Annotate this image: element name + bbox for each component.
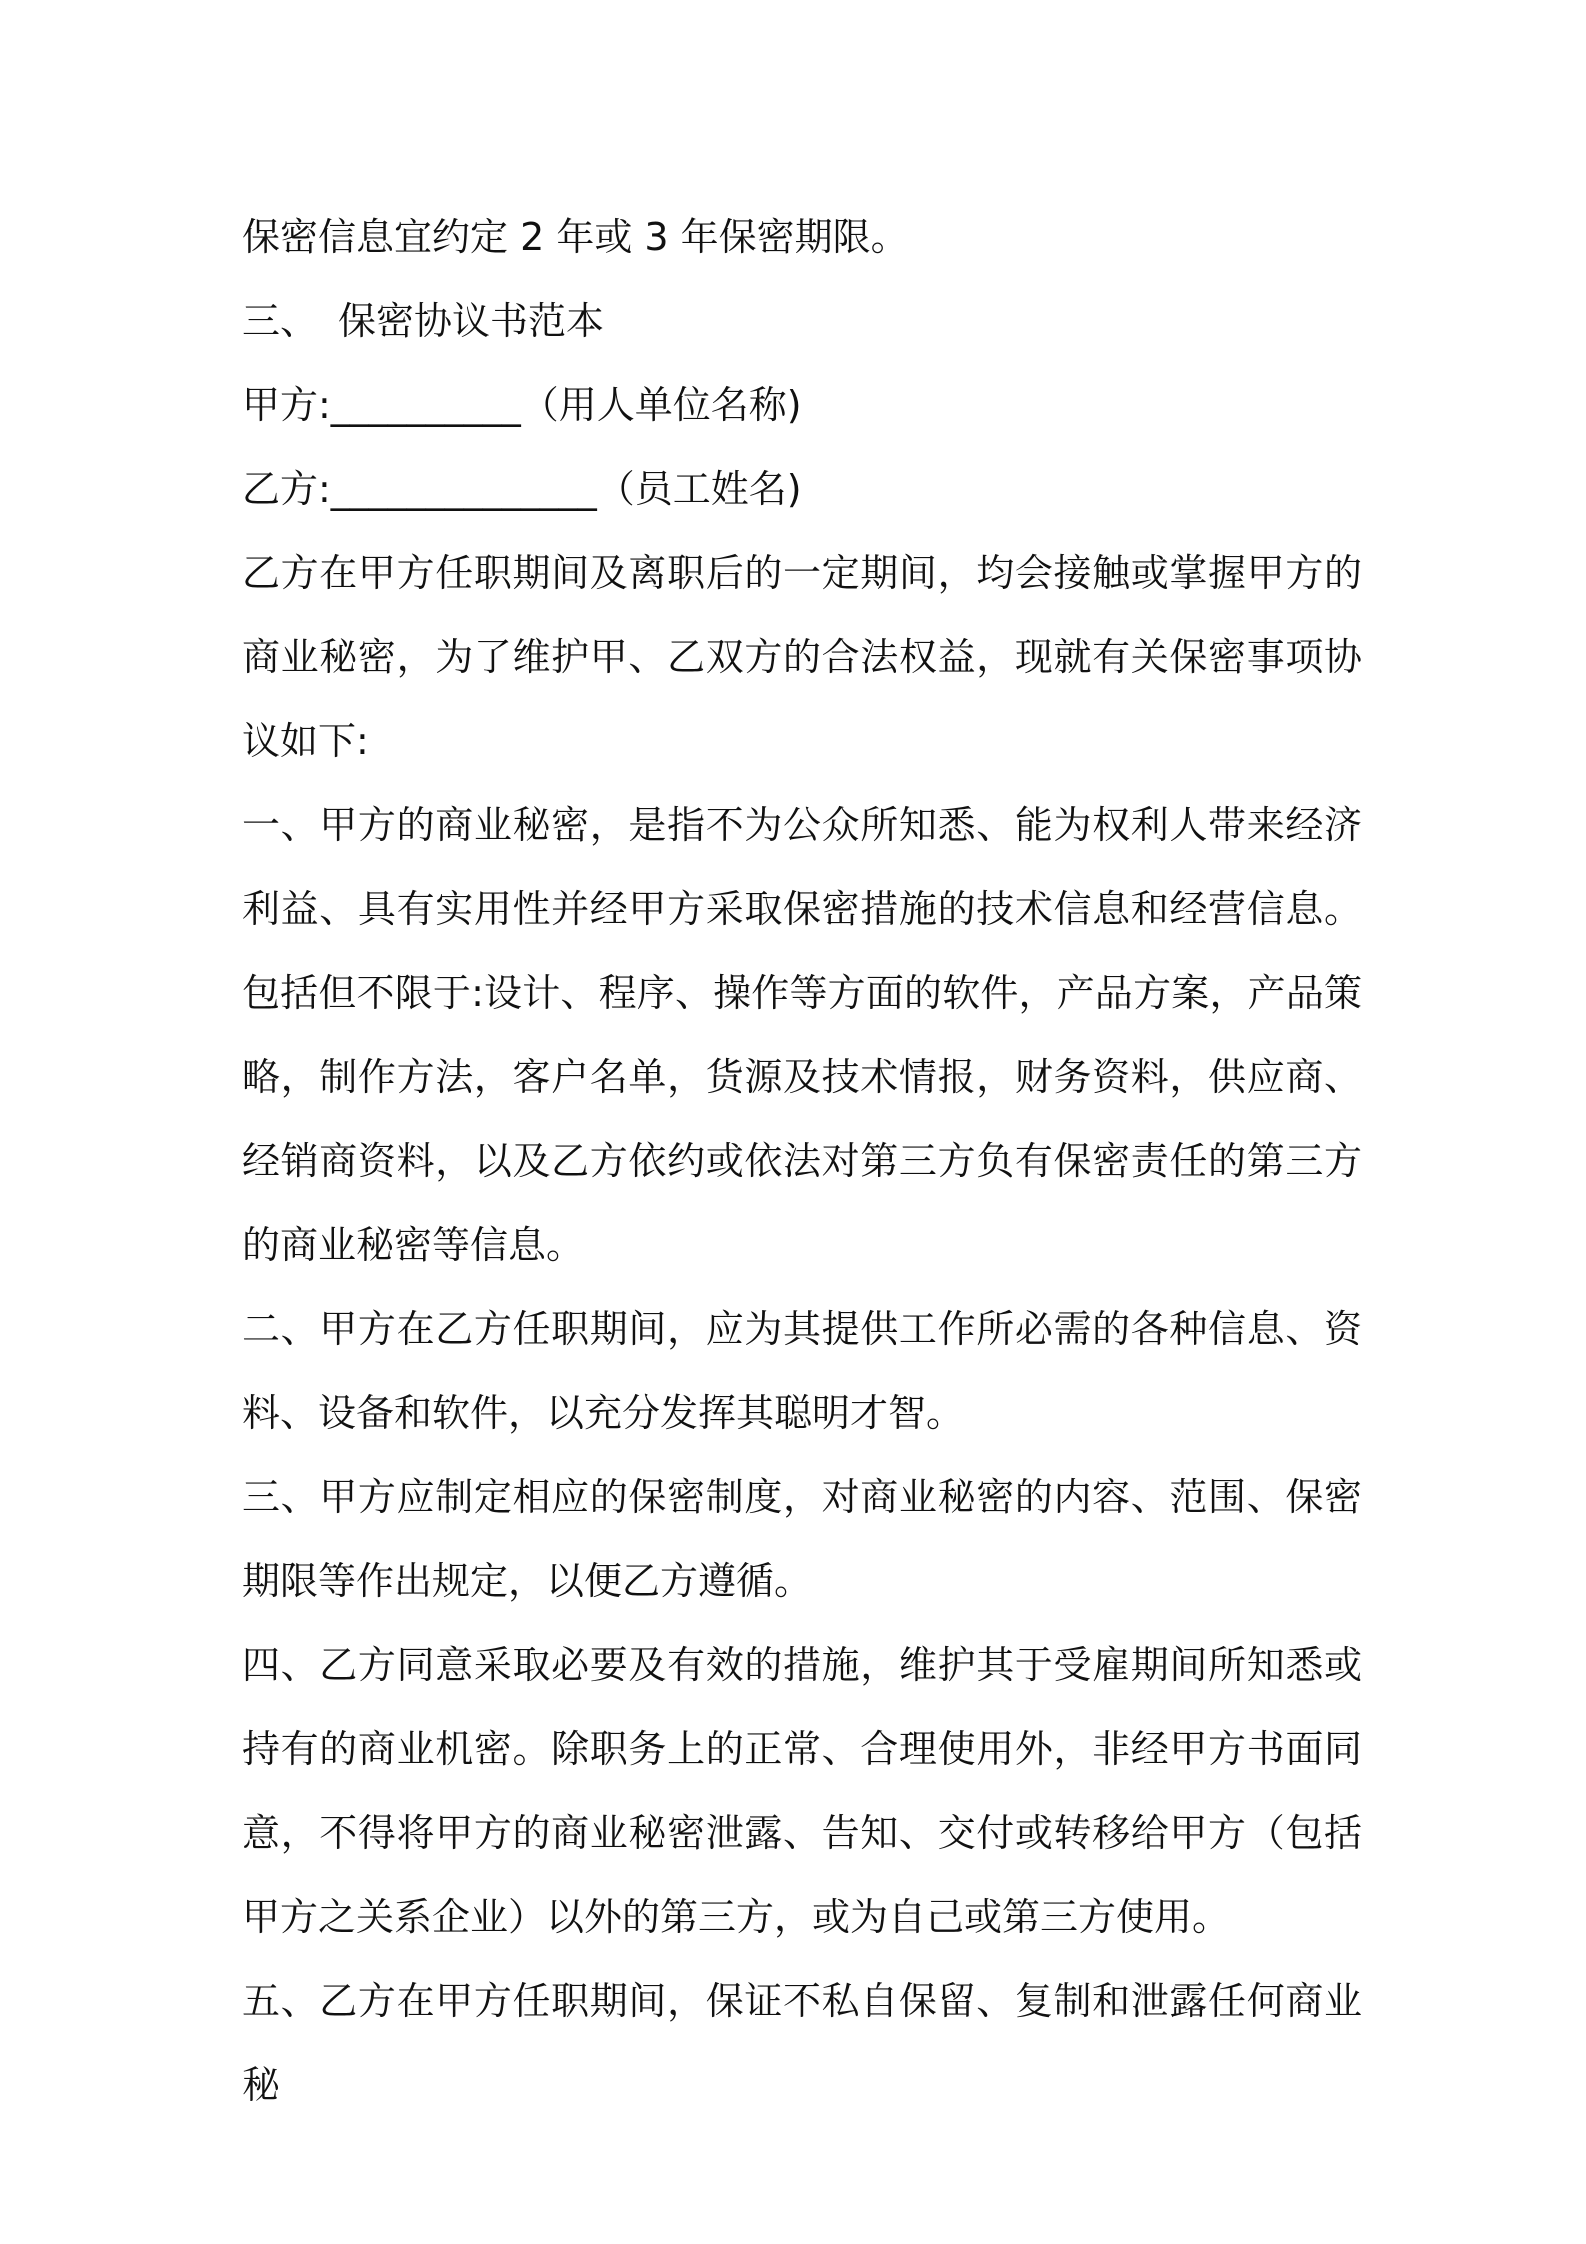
party-a-line: 甲方:__________（用人单位名称) xyxy=(242,383,802,427)
clause-5: 五、乙方在甲方任职期间，保证不私自保留、复制和泄露任何商业秘 xyxy=(242,1979,1362,2107)
section-heading-title: 保密协议书范本 xyxy=(338,299,605,343)
paragraph-preamble: 乙方在甲方任职期间及离职后的一定期间，均会接触或掌握甲方的商业秘密，为了维护甲、乙双方的合法权益，现就有关保密事项协议如下: xyxy=(242,551,1362,763)
paragraph-confidential-period: 保密信息宜约定 2 年或 3 年保密期限。 xyxy=(242,215,909,259)
document-body xyxy=(242,195,1362,2127)
section-heading-number: 三、 xyxy=(242,299,319,343)
clause-2: 二、甲方在乙方任职期间，应为其提供工作所必需的各种信息、资料、设备和软件，以充分发挥其聪明才智。 xyxy=(242,1307,1362,1435)
party-b-line: 乙方:______________（员工姓名) xyxy=(242,467,802,511)
clause-4: 四、乙方同意采取必要及有效的措施，维护其于受雇期间所知悉或持有的商业机密。除职务上的正常、合理使用外，非经甲方书面同意，不得将甲方的商业秘密泄露、告知、交付或转移给甲方（包括甲方之关系企业）以外的第三方，或为自己或第三方使用。 xyxy=(242,1643,1362,1939)
clause-3: 三、甲方应制定相应的保密制度，对商业秘密的内容、范围、保密期限等作出规定，以便乙方遵循。 xyxy=(242,1475,1362,1603)
section-heading xyxy=(242,279,1362,363)
clause-1: 一、甲方的商业秘密，是指不为公众所知悉、能为权利人带来经济利益、具有实用性并经甲方采取保密措施的技术信息和经营信息。包括但不限于:设计、程序、操作等方面的软件，产品方案，产品策略，制作方法，客户名单，货源及技术情报，财务资料，供应商、经销商资料，以及乙方依约或依法对第三方负有保密责任的第三方的商业秘密等信息。 xyxy=(242,803,1362,1267)
